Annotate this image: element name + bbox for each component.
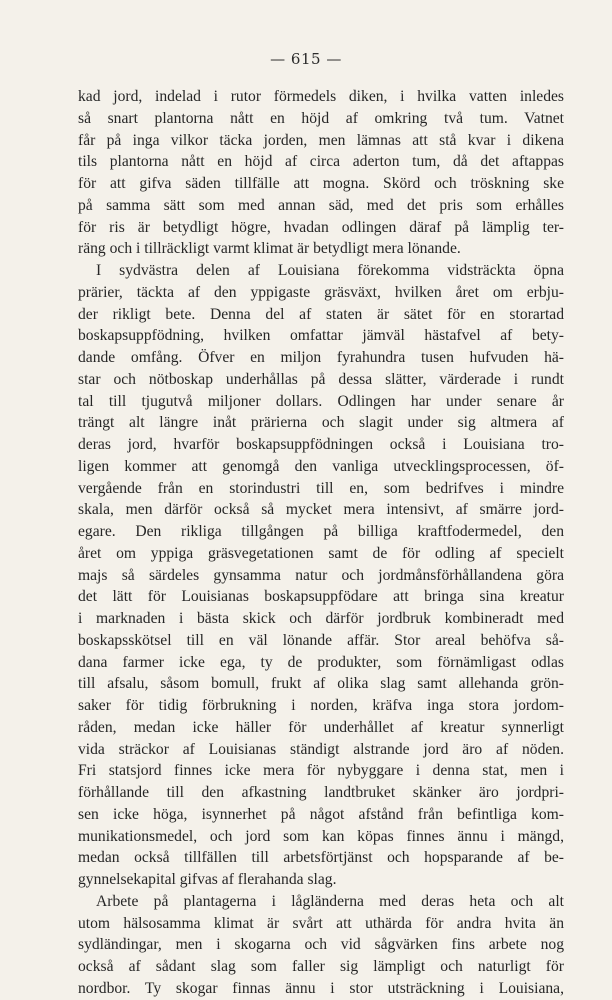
text-line: dana farmer icke ega, ty de produkter, som förnämligast odlas	[78, 653, 564, 671]
text-line: tils plantorna nått en höjd af circa aderton tum, då det aftappas	[78, 153, 564, 171]
text-line: för att gifva säden tillfälle att mogna. Skörd och tröskning ske	[78, 175, 564, 192]
text-line: dande omfång. Öfver en miljon fyrahundra tusen hufvuden hä-	[78, 349, 564, 366]
text-line: skala, men därför också så mycket mera intensivt, af smärre jord-	[78, 501, 564, 519]
text-line: sydländingar, men i skogarna och vid sågvärken fins arbete nog	[78, 936, 564, 954]
text-line: sen icke höga, isynnerhet på något afstånd från befintliga kom-	[78, 805, 564, 823]
text-line: medan också tillfällen till arbetsförtjänst och hopsparande af be-	[78, 849, 564, 867]
text-line: vergående från en storindustri till en, som bedrifves i mindre	[78, 479, 564, 497]
text-line: ligen kommer att genomgå den vanliga utvecklingsprocessen, öf-	[78, 457, 564, 475]
page-number: — 615 —	[270, 50, 342, 68]
text-line: kad jord, indelad i rutor förmedels diken, i hvilka vatten inledes	[78, 88, 564, 105]
paragraph-start-line: I sydvästra delen af Louisiana förekomma vidsträckta öpna	[96, 262, 564, 279]
paragraph-start-line: Arbete på plantagerna i lågländerna med deras heta och alt	[96, 892, 564, 910]
text-line: gynnelsekapital gifvas af flerahanda slag.	[78, 871, 337, 888]
text-line: prärier, täckta af den yppigaste gräsväxt, hvilken året om erbju-	[78, 283, 564, 301]
text-line: nordbor. Ty skogar finnas ännu i stor utsträckning i Louisiana,	[78, 979, 564, 997]
text-line: boskapsskötsel till en väl lönande affär. Stor areal behöfva så-	[78, 631, 564, 649]
text-line: deras jord, hvarför boskapsuppfödningen också i Louisiana tro-	[78, 436, 564, 453]
text-line: majs så särdeles gynsamma natur och jordmånsförhållandena göra	[78, 566, 564, 584]
text-line: egare. Den rikliga tillgången på billiga kraftfodermedel, den	[78, 523, 564, 540]
text-line: boskapsuppfödning, hvilken omfattar jämväl hästafvel af bety-	[78, 327, 564, 345]
text-line: för ris är betydligt högre, hvadan odlingen däraf på lämplig ter-	[78, 218, 564, 236]
text-line: utom hälsosamma klimat är svårt att uthärda för andra hvita än	[78, 914, 564, 932]
text-line: också af sådant slag som faller sig lämpligt och naturligt för	[78, 958, 564, 975]
text-line: till afsalu, såsom bomull, frukt af olika slag samt allehanda grön-	[78, 675, 564, 693]
text-line: råden, medan icke häller för underhållet af kreatur synnerligt	[78, 718, 564, 736]
text-line: året om yppiga gräsvegetationen samt de för odling af specielt	[78, 544, 564, 562]
text-line: star och nötboskap underhållas på dessa slätter, värderade i rundt	[78, 370, 564, 388]
text-line: förhållande till den afkastning landtbruket skänker äro jordpri-	[78, 784, 564, 801]
text-line: tal till tjugutvå miljoner dollars. Odlingen har under senare år	[78, 392, 564, 410]
text-line: får på inga vilkor täcka jorden, men lämnas att stå kvar i dikena	[78, 131, 564, 149]
text-line: i marknaden i bästa skick och därför jordbruk kombineradt med	[78, 610, 564, 627]
text-line: det lätt för Louisianas boskapsuppfödare att bringa sina kreatur	[78, 588, 564, 606]
text-line: trängt alt längre inåt prärierna och slagit under sig altmera af	[78, 414, 564, 432]
text-line: der rikligt bete. Denna del af staten är sätet för en storartad	[78, 305, 564, 323]
text-line: så snart plantorna nått en höjd af omkring två tum. Vatnet	[78, 109, 564, 127]
text-line: på samma sätt som med annan säd, med det pris som erhålles	[78, 196, 564, 214]
text-line: saker för tidig förbrukning i norden, kräfva inga stora jordom-	[78, 697, 564, 714]
text-line: munikationsmedel, och jord som kan köpas finnes ännu i mängd,	[78, 827, 564, 845]
text-line: vida sträckor af Louisianas ständigt alstrande jord äro af nöden.	[78, 740, 564, 758]
text-line: räng och i tillräckligt varmt klimat är betydligt mera lönande.	[78, 240, 461, 258]
body-text	[78, 86, 564, 1000]
text-line: Fri statsjord finnes icke mera för nybyggare i denna stat, men i	[78, 762, 564, 780]
